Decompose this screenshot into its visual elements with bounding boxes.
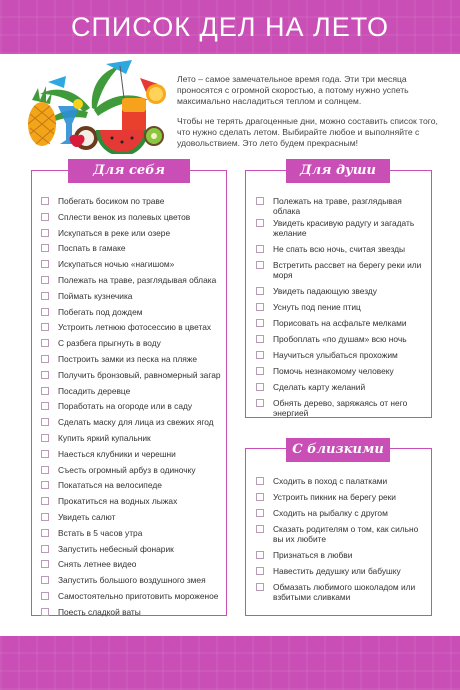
item-text: Искупаться в реке или озере [58, 227, 171, 238]
list-item[interactable] [41, 322, 223, 338]
checkbox[interactable] [256, 477, 264, 485]
item-text: Порисовать на асфальте мелками [273, 318, 407, 328]
checkbox[interactable] [41, 244, 49, 252]
item-text: Съесть огромный арбуз в одиночку [58, 464, 196, 475]
list-item[interactable] [41, 259, 223, 275]
checkbox[interactable] [256, 383, 264, 391]
checkbox[interactable] [41, 434, 49, 442]
checkbox[interactable] [41, 418, 49, 426]
list-item[interactable] [256, 196, 428, 218]
summer-fruits-illustration [20, 58, 168, 154]
list-item[interactable] [41, 307, 223, 323]
checkbox[interactable] [41, 481, 49, 489]
list-item[interactable] [41, 559, 223, 575]
item-text: Сплести венок из полевых цветов [58, 211, 191, 222]
item-text: Самостоятельно приготовить мороженое [58, 590, 219, 601]
list-item[interactable] [256, 260, 428, 286]
page-title: СПИСОК ДЕЛ НА ЛЕТО [71, 11, 389, 42]
section-self-title: Для себя [68, 159, 190, 183]
list-item[interactable] [41, 338, 223, 354]
list-item[interactable] [41, 512, 223, 528]
item-text: Устроить пикник на берегу реки [273, 492, 396, 502]
item-text: Научиться улыбаться прохожим [273, 350, 398, 360]
list-item[interactable] [41, 528, 223, 544]
checkbox[interactable] [41, 260, 49, 268]
item-text: Посадить деревце [58, 385, 131, 396]
list-item[interactable] [41, 243, 223, 259]
item-text: Искупаться ночью «нагишом» [58, 259, 175, 270]
list-item[interactable] [41, 575, 223, 591]
intro-paragraph-1: Лето – самое замечательное время года. Эти три месяца проносятся с огромной скоростью, а потому нужно успеть максимально насладиться теплом и солнцем. [177, 74, 409, 106]
list-item[interactable] [256, 398, 428, 420]
checkbox[interactable] [41, 466, 49, 474]
item-text: Навестить дедушку или бабушку [273, 566, 401, 576]
checkbox[interactable] [256, 583, 264, 591]
item-text: Наесться клубники и черешни [58, 448, 176, 459]
list-item[interactable] [256, 524, 428, 550]
list-item[interactable] [256, 318, 428, 334]
checkbox[interactable] [256, 245, 264, 253]
footer-banner [0, 636, 460, 690]
checkbox[interactable] [256, 219, 264, 227]
checkbox[interactable] [256, 367, 264, 375]
item-text: Сделать карту желаний [273, 382, 366, 392]
list-item[interactable] [41, 275, 223, 291]
checkbox[interactable] [256, 551, 264, 559]
checkbox[interactable] [41, 213, 49, 221]
checkbox[interactable] [256, 525, 264, 533]
item-text: Сходить в поход с палатками [273, 476, 388, 486]
item-text: Обнять дерево, заряжаясь от него энергией [273, 398, 408, 418]
list-item[interactable] [41, 386, 223, 402]
item-text: Снять летнее видео [58, 559, 137, 570]
list-item[interactable] [256, 492, 428, 508]
checkbox[interactable] [41, 339, 49, 347]
section-soul-title: Для души [286, 159, 390, 183]
item-text: Пробоплать «по душам» всю ночь [273, 334, 407, 344]
list-item[interactable] [256, 366, 428, 382]
item-text: Помочь незнакомому человеку [273, 366, 394, 376]
checkbox[interactable] [256, 303, 264, 311]
checkbox[interactable] [256, 493, 264, 501]
self-checklist [41, 196, 223, 623]
item-text: Поесть сладкой ваты [58, 606, 141, 617]
list-item[interactable] [41, 370, 223, 386]
checkbox[interactable] [256, 399, 264, 407]
item-text: Поработать на огороде или в саду [58, 401, 193, 412]
list-item[interactable] [41, 496, 223, 512]
item-text: Поймать кузнечика [58, 290, 133, 301]
checkbox[interactable] [256, 319, 264, 327]
list-item[interactable] [41, 480, 223, 496]
list-item[interactable] [256, 334, 428, 350]
item-text: Не спать всю ночь, считая звезды [273, 244, 406, 254]
checkbox[interactable] [41, 276, 49, 284]
list-item[interactable] [41, 228, 223, 244]
checkbox[interactable] [41, 308, 49, 316]
intro-paragraph-2: Чтобы не терять драгоценные дни, можно составить список того, что нужно сделать летом. Выбирайте любое и выполняйте с удовольствием. Это лето будем прекрасным! [177, 116, 438, 148]
checkbox[interactable] [41, 576, 49, 584]
list-item[interactable] [256, 476, 428, 492]
checkbox[interactable] [41, 592, 49, 600]
item-text: Побегать под дождем [58, 306, 143, 317]
list-item[interactable] [256, 582, 428, 604]
checkbox[interactable] [41, 560, 49, 568]
item-text: Встретить рассвет на берегу реки или моря [273, 260, 422, 280]
list-item[interactable] [41, 401, 223, 417]
header-banner [0, 0, 460, 54]
close-checklist [256, 476, 428, 604]
checkbox[interactable] [256, 509, 264, 517]
checkbox[interactable] [41, 497, 49, 505]
item-text: Построить замки из песка на пляже [58, 353, 198, 364]
checkbox[interactable] [256, 197, 264, 205]
item-text: Сходить на рыбалку с другом [273, 508, 388, 518]
checkbox[interactable] [41, 545, 49, 553]
checkbox[interactable] [41, 608, 49, 616]
checkbox[interactable] [41, 292, 49, 300]
checkbox[interactable] [41, 402, 49, 410]
checkbox[interactable] [41, 450, 49, 458]
list-item[interactable] [41, 449, 223, 465]
list-item[interactable] [256, 350, 428, 366]
list-item[interactable] [256, 302, 428, 318]
checkbox[interactable] [41, 323, 49, 331]
item-text: Увидеть салют [58, 511, 116, 522]
checkbox[interactable] [256, 567, 264, 575]
section-close-title: С близкими [286, 438, 390, 462]
item-text: Купить яркий купальник [58, 432, 151, 443]
item-text: Прокатиться на водных лыжах [58, 496, 178, 507]
checkbox[interactable] [41, 529, 49, 537]
item-text: Запустить большого воздушного змея [58, 575, 206, 586]
checkbox[interactable] [256, 287, 264, 295]
list-item[interactable] [41, 433, 223, 449]
checkbox[interactable] [41, 513, 49, 521]
list-item[interactable] [41, 291, 223, 307]
checkbox[interactable] [41, 197, 49, 205]
item-text: Устроить летнюю фотосессию в цветах [58, 322, 212, 333]
list-item[interactable] [256, 286, 428, 302]
list-item[interactable] [41, 417, 223, 433]
list-item[interactable] [256, 508, 428, 524]
list-item[interactable] [256, 244, 428, 260]
list-item[interactable] [41, 607, 223, 623]
item-text: Встать в 5 часов утра [58, 527, 143, 538]
checkbox[interactable] [41, 355, 49, 363]
item-text: Признаться в любви [273, 550, 353, 560]
item-text: Получить бронзовый, равномерный загар [58, 369, 221, 380]
item-text: Обмазать любимого шоколадом или взбитыми сливками [273, 582, 416, 602]
item-text: Покататься на велосипеде [58, 480, 162, 491]
checkbox[interactable] [41, 371, 49, 379]
checkbox[interactable] [41, 229, 49, 237]
item-text: С разбега прыгнуть в воду [58, 338, 161, 349]
item-text: Запустить небесный фонарик [58, 543, 174, 554]
item-text: Увидеть красивую радугу и загадать желание [273, 218, 415, 238]
checkbox[interactable] [256, 335, 264, 343]
list-item[interactable] [41, 591, 223, 607]
soul-checklist [256, 196, 428, 420]
item-text: Поспать в гамаке [58, 243, 126, 254]
checkbox[interactable] [256, 261, 264, 269]
checkbox[interactable] [256, 351, 264, 359]
list-item[interactable] [256, 566, 428, 582]
item-text: Уснуть под пение птиц [273, 302, 361, 312]
list-item[interactable] [256, 218, 428, 244]
list-item[interactable] [256, 550, 428, 566]
item-text: Полежать на траве, разглядывая облака [58, 274, 217, 285]
list-item[interactable] [41, 354, 223, 370]
item-text: Сказать родителям о том, как сильно вы их любите [273, 524, 419, 544]
item-text: Побегать босиком по траве [58, 196, 165, 206]
item-text: Полежать на траве, разглядывая облака [273, 196, 402, 216]
list-item[interactable] [256, 382, 428, 398]
item-text: Сделать маску для лица из свежих ягод [58, 417, 214, 428]
list-item[interactable] [41, 212, 223, 228]
checkbox[interactable] [41, 387, 49, 395]
list-item[interactable] [41, 465, 223, 481]
item-text: Увидеть падающую звезду [273, 286, 377, 296]
intro-text [177, 74, 439, 158]
list-item[interactable] [41, 196, 223, 212]
list-item[interactable] [41, 544, 223, 560]
